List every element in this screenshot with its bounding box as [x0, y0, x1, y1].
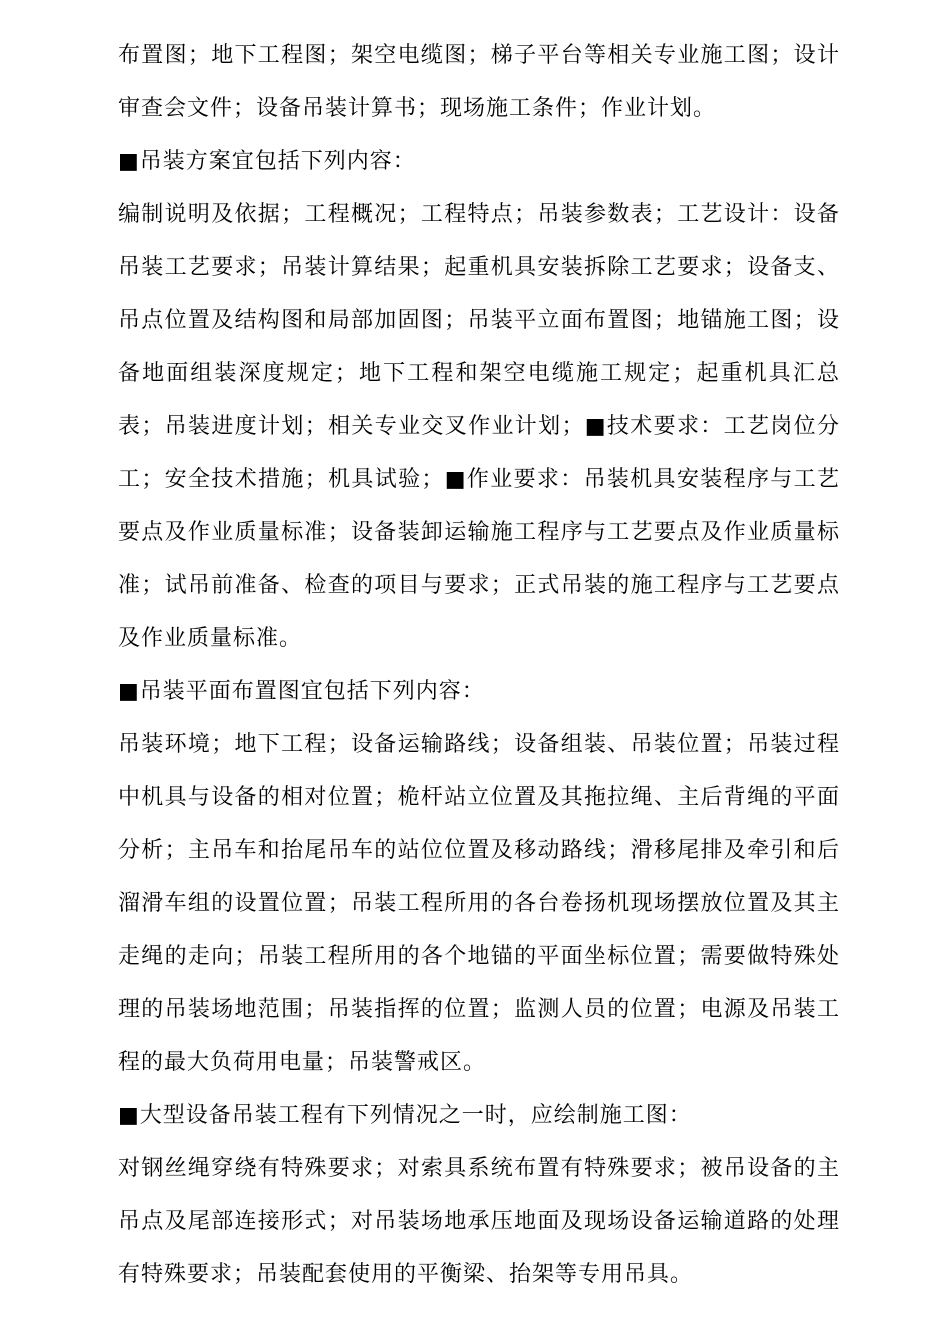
- paragraph-lifting-plan-contents: 编制说明及依据；工程概况；工程特点；吊装参数表；工艺设计：设备吊装工艺要求；吊装计算结果；起重机具安装拆除工艺要求；设备支、吊点位置及结构图和局部加固图；吊装平立面布置图；地锚施工图；设备地面组装深度规定；地下工程和架空电缆施工规定；起重机具汇总表；吊装进度计划；相关专业交叉作业计划；■技术要求：工艺岗位分工；安全技术措施；机具试验；■作业要求：吊装机具安装程序与工艺要点及作业质量标准；设备装卸运输施工程序与工艺要点及作业质量标准；试吊前准备、检查的项目与要求；正式吊装的施工程序与工艺要点及作业质量标准。: [118, 202, 840, 651]
- paragraph-layout-plan-contents: 吊装环境；地下工程；设备运输路线；设备组装、吊装位置；吊装过程中机具与设备的相对位置；桅杆站立位置及其拖拉绳、主后背绳的平面分析；主吊车和抬尾吊车的站位位置及移动路线；滑移尾排及牵引和后溜滑车组的设置位置；吊装工程所用的各台卷扬机现场摆放位置及其主走绳的走向；吊装工程所用的各个地锚的平面坐标位置；需要做特殊处理的吊装场地范围；吊装指挥的位置；监测人员的位置；电源及吊装工程的最大负荷用电量；吊装警戒区。: [118, 732, 840, 1075]
- heading-construction-drawing-conditions: ■大型设备吊装工程有下列情况之一时，应绘制施工图：: [118, 1103, 692, 1128]
- heading-lifting-plan-contents: ■吊装方案宜包括下列内容：: [118, 149, 416, 174]
- paragraph-drawing-list: 布置图；地下工程图；架空电缆图；梯子平台等相关专业施工图；设计审查会文件；设备吊装计算书；现场施工条件；作业计划。: [118, 43, 840, 121]
- heading-layout-plan-contents: ■吊装平面布置图宜包括下列内容：: [118, 679, 485, 704]
- document-page: [118, 29, 840, 1301]
- paragraph-construction-drawing-conditions: 对钢丝绳穿绕有特殊要求；对索具系统布置有特殊要求；被吊设备的主吊点及尾部连接形式；对吊装场地承压地面及现场设备运输道路的处理有特殊要求；吊装配套使用的平衡梁、抬架等专用吊具。: [118, 1156, 840, 1287]
